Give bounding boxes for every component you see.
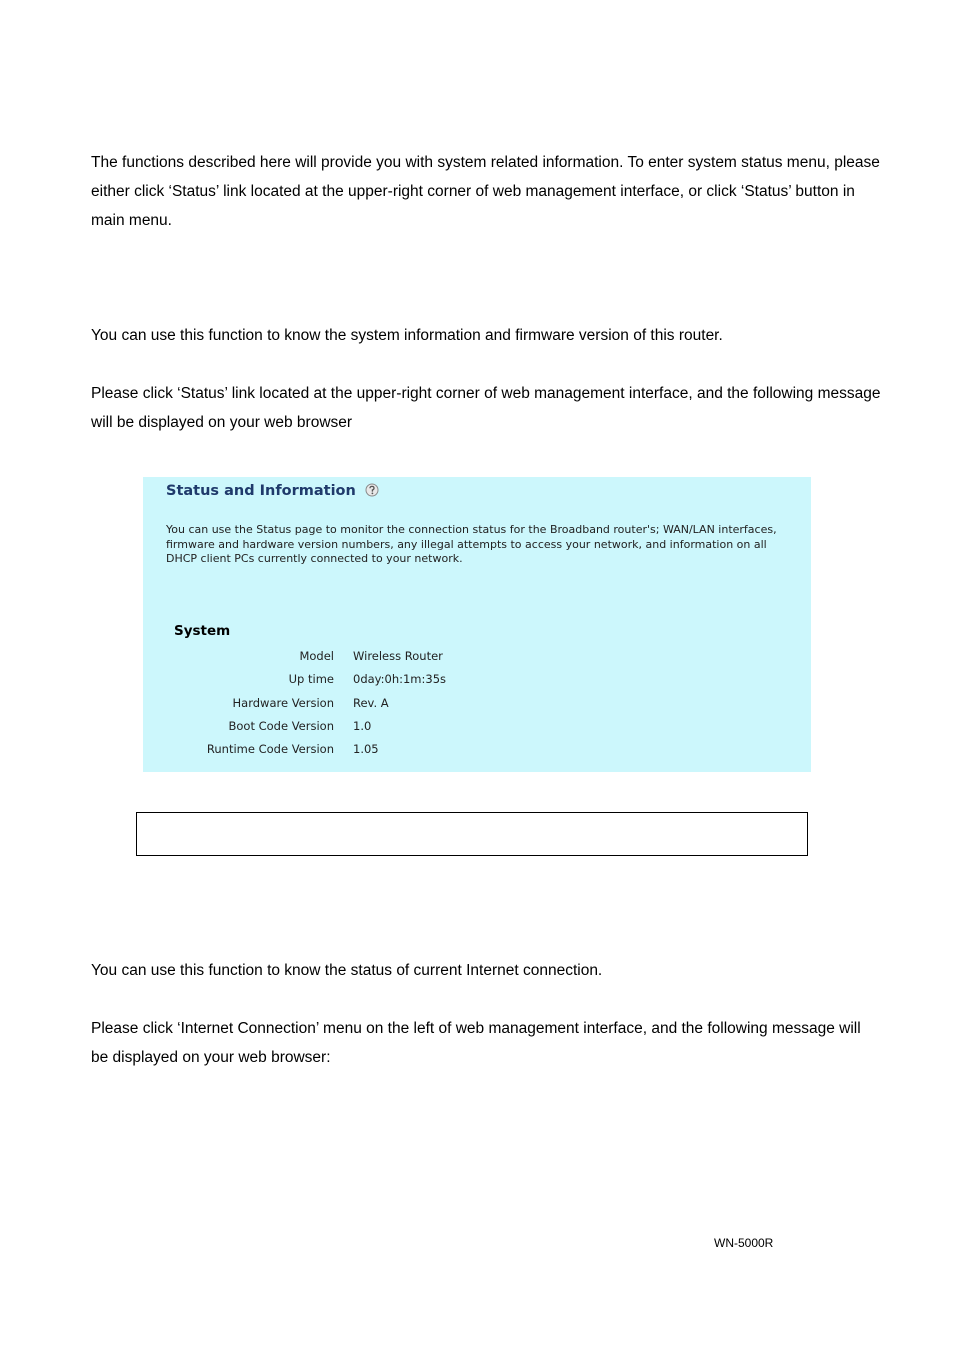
intro-paragraph: The functions described here will provide you with system related information. To enter system status menu, please either click ‘Status’ link located at the upper-right corner of web management interface, or click ‘Status’ button in main menu. [91,154,880,229]
empty-note-box [136,812,808,856]
system-row-value: 1.0 [353,718,372,733]
system-row-label: Up time [288,672,334,687]
system-row-value: Wireless Router [353,649,443,663]
screenshot-title-text: Status and Information [166,483,356,499]
internet-click-paragraph: Please click ‘Internet Connection’ menu on the left of web management interface, and the following message will be displayed on your web browser: [91,1020,861,1066]
system-row-runtime-code-version [143,740,811,763]
system-row-label: Runtime Code Version [206,742,334,757]
screenshot-title [166,483,379,499]
system-row-model [143,647,811,670]
system-row-boot-code-version [143,717,811,740]
internet-info-paragraph: You can use this function to know the status of current Internet connection. [91,962,603,979]
system-row-label: Hardware Version [232,695,334,710]
system-row-value: 0day:0h:1m:35s [353,672,447,687]
system-info-table [143,647,811,763]
system-row-uptime [143,670,811,693]
system-row-label: Model [299,649,334,663]
help-icon [365,483,379,497]
system-row-value: Rev. A [353,695,389,710]
system-info-paragraph: You can use this function to know the system information and firmware version of this router. [91,327,723,344]
system-click-paragraph: Please click ‘Status’ link located at the upper-right corner of web management interface, and the following message will be displayed on your web browser [91,385,881,431]
system-row-value: 1.05 [353,742,379,757]
system-row-label: Boot Code Version [228,718,334,733]
screenshot-description: You can use the Status page to monitor the connection status for the Broadband router's; WAN/LAN interfaces, firmware and hardware version numbers, any illegal attempts to access your network, and information on all DHCP client PCs currently connected to your network. [166,523,777,565]
system-section-heading: System [174,623,231,639]
system-row-hardware-version [143,694,811,717]
status-information-screenshot [143,477,811,772]
footer-model-label: WN-5000R [714,1236,774,1250]
